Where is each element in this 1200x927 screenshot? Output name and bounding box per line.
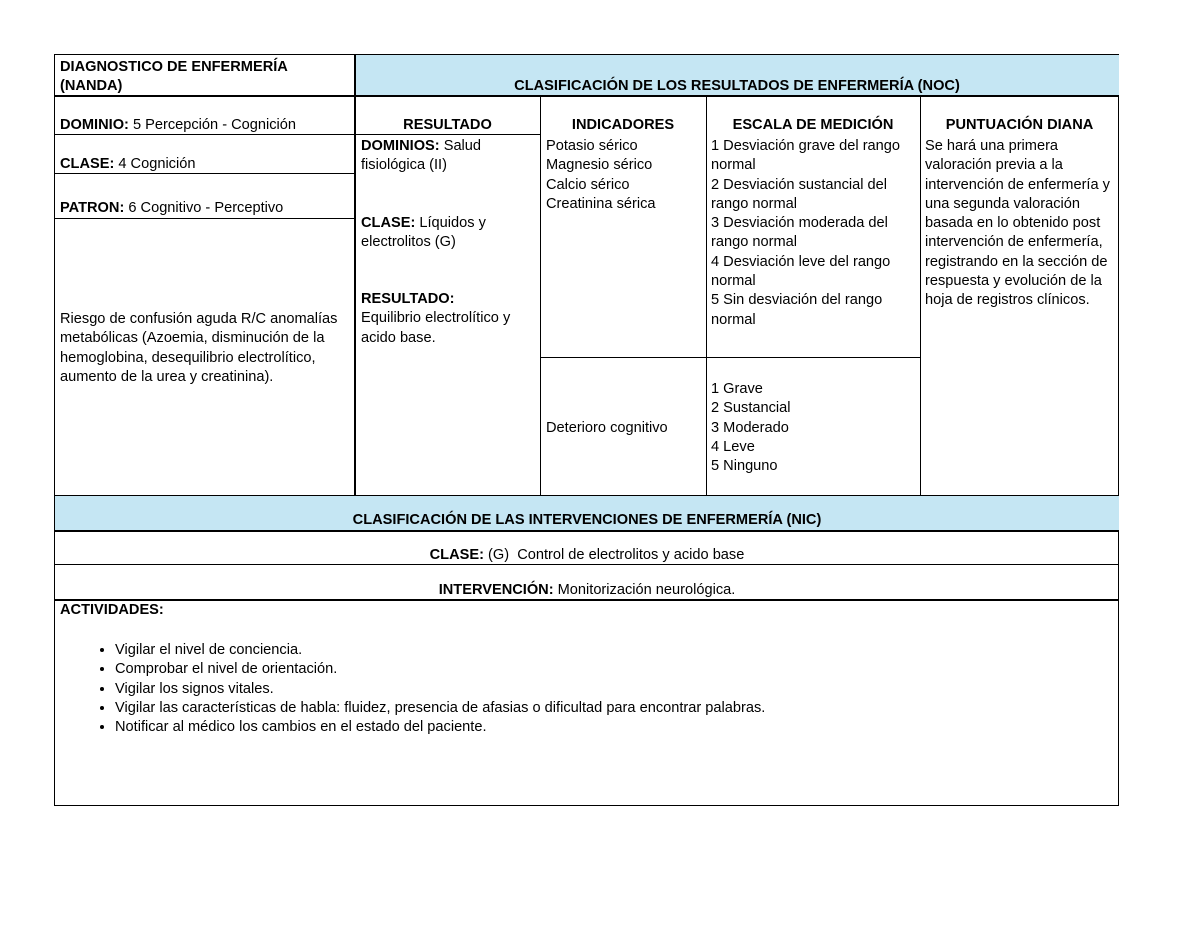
- indicador-item: Potasio sérico: [546, 138, 638, 154]
- nanda-patron: [56, 199, 351, 218]
- escala-item: 3 Desviación moderada del rango normal: [711, 215, 888, 251]
- clase-label: CLASE:: [60, 156, 115, 172]
- nic-clase-value: (G) Control de electrolitos y acido base: [483, 547, 745, 563]
- resultado-clase-value: Líquidos y electrolitos (G): [361, 214, 486, 250]
- actividades-label: ACTIVIDADES:: [60, 602, 164, 618]
- rule: [55, 95, 1119, 97]
- rule: [55, 218, 355, 219]
- escala-item: 4 Desviación leve del rango normal: [711, 253, 891, 290]
- escala-item: 1 Grave: [711, 381, 763, 397]
- nic-clase: [55, 546, 1119, 565]
- patron-label: PATRON:: [60, 200, 125, 216]
- nanda-header: DIAGNOSTICO DE ENFERMERÍA (NANDA): [60, 59, 288, 95]
- resultado-clase: [361, 214, 536, 253]
- nic-header: CLASIFICACIÓN DE LAS INTERVENCIONES DE ENFERMERÍA (NIC): [352, 512, 822, 528]
- escala-item: 1 Desviación grave del rango normal: [711, 138, 901, 174]
- rule: [920, 95, 921, 495]
- nanda-diagnosis: Riesgo de confusión aguda R/C anomalías metabólicas (Azoemia, disminución de la hemoglobina, desequilibrio electrolítico, aumento de la urea y creatinina).: [60, 311, 338, 385]
- dominio-value: 5 Percepción - Cognición: [128, 117, 297, 133]
- care-plan-table: [54, 54, 1119, 806]
- indicador-item: Magnesio sérico: [546, 157, 653, 174]
- rule: [55, 173, 355, 174]
- resultado-resultado-value: Equilibrio electrolítico y acido base.: [361, 310, 511, 346]
- rule: [55, 599, 1119, 601]
- actividad-item: • Vigilar el nivel de conciencia.: [115, 641, 1115, 660]
- nic-clase-label: CLASE:: [429, 547, 484, 563]
- escala-list-2: [707, 380, 920, 476]
- resultado-clase-label: CLASE:: [361, 214, 416, 231]
- dominio-label: DOMINIO:: [60, 117, 129, 133]
- actividad-item: • Comprobar el nivel de orientación.: [115, 660, 1115, 679]
- col-indicadores: INDICADORES: [571, 117, 675, 133]
- actividad-item: • Vigilar los signos vitales.: [115, 680, 1115, 699]
- rule: [55, 530, 1119, 532]
- actividad-item: • Vigilar las características de habla: fluidez, presencia de afasias o dificultad para encontrar palabras.: [115, 699, 1115, 718]
- escala-item: 4 Leve: [711, 438, 755, 455]
- indicador-item: Calcio sérico: [546, 176, 630, 193]
- rule: [55, 495, 1119, 496]
- nic-intervencion-label: INTERVENCIÓN:: [438, 582, 554, 598]
- puntuacion-text: Se hará una primera valoración previa a la intervención de enfermería y una segunda valoración basada en lo obtenido post intervención de enfermería, registrando en la sección de respuesta y evolución de la hoja de registros clínicos.: [925, 138, 1110, 309]
- actividades-list: [55, 641, 1115, 737]
- indicador-2: Deterioro cognitivo: [546, 420, 668, 436]
- escala-item: 2 Desviación sustancial del rango normal: [711, 176, 888, 212]
- nic-intervencion-value: Monitorización neurológica.: [553, 582, 736, 598]
- resultado-dominios-label: DOMINIOS:: [361, 138, 440, 154]
- col-puntuacion: PUNTUACIÓN DIANA: [945, 117, 1094, 133]
- rule: [706, 95, 707, 495]
- nic-intervencion: [55, 581, 1119, 600]
- escala-item: 5 Sin desviación del rango normal: [711, 292, 883, 328]
- col-escala: ESCALA DE MEDICIÓN: [732, 117, 894, 133]
- actividad-item: • Notificar al médico los cambios en el estado del paciente.: [115, 718, 1115, 737]
- rule: [540, 357, 920, 358]
- rule: [55, 134, 540, 135]
- noc-header: CLASIFICACIÓN DE LOS RESULTADOS DE ENFERMERÍA (NOC): [514, 78, 960, 94]
- resultado-dominios-value: Salud fisiológica (II): [361, 138, 482, 174]
- rule: [55, 564, 1119, 565]
- resultado-dominios: [361, 137, 536, 176]
- escala-item: 3 Moderado: [711, 419, 789, 436]
- escala-item: 5 Ninguno: [711, 458, 778, 475]
- clase-value: 4 Cognición: [114, 156, 196, 172]
- nanda-clase: [56, 155, 351, 174]
- rule: [540, 95, 541, 495]
- resultado-cell: [357, 137, 540, 348]
- patron-value: 6 Cognitivo - Perceptivo: [124, 200, 284, 216]
- nanda-dominio: [56, 116, 351, 135]
- rule: [354, 55, 356, 495]
- escala-item: 2 Sustancial: [711, 400, 791, 417]
- escala-list-1: [707, 137, 920, 330]
- resultado-resultado-label: RESULTADO:: [361, 291, 455, 308]
- indicador-item: Creatinina sérica: [546, 195, 656, 212]
- indicadores-list-1: [542, 137, 706, 214]
- col-resultado: RESULTADO: [403, 117, 492, 133]
